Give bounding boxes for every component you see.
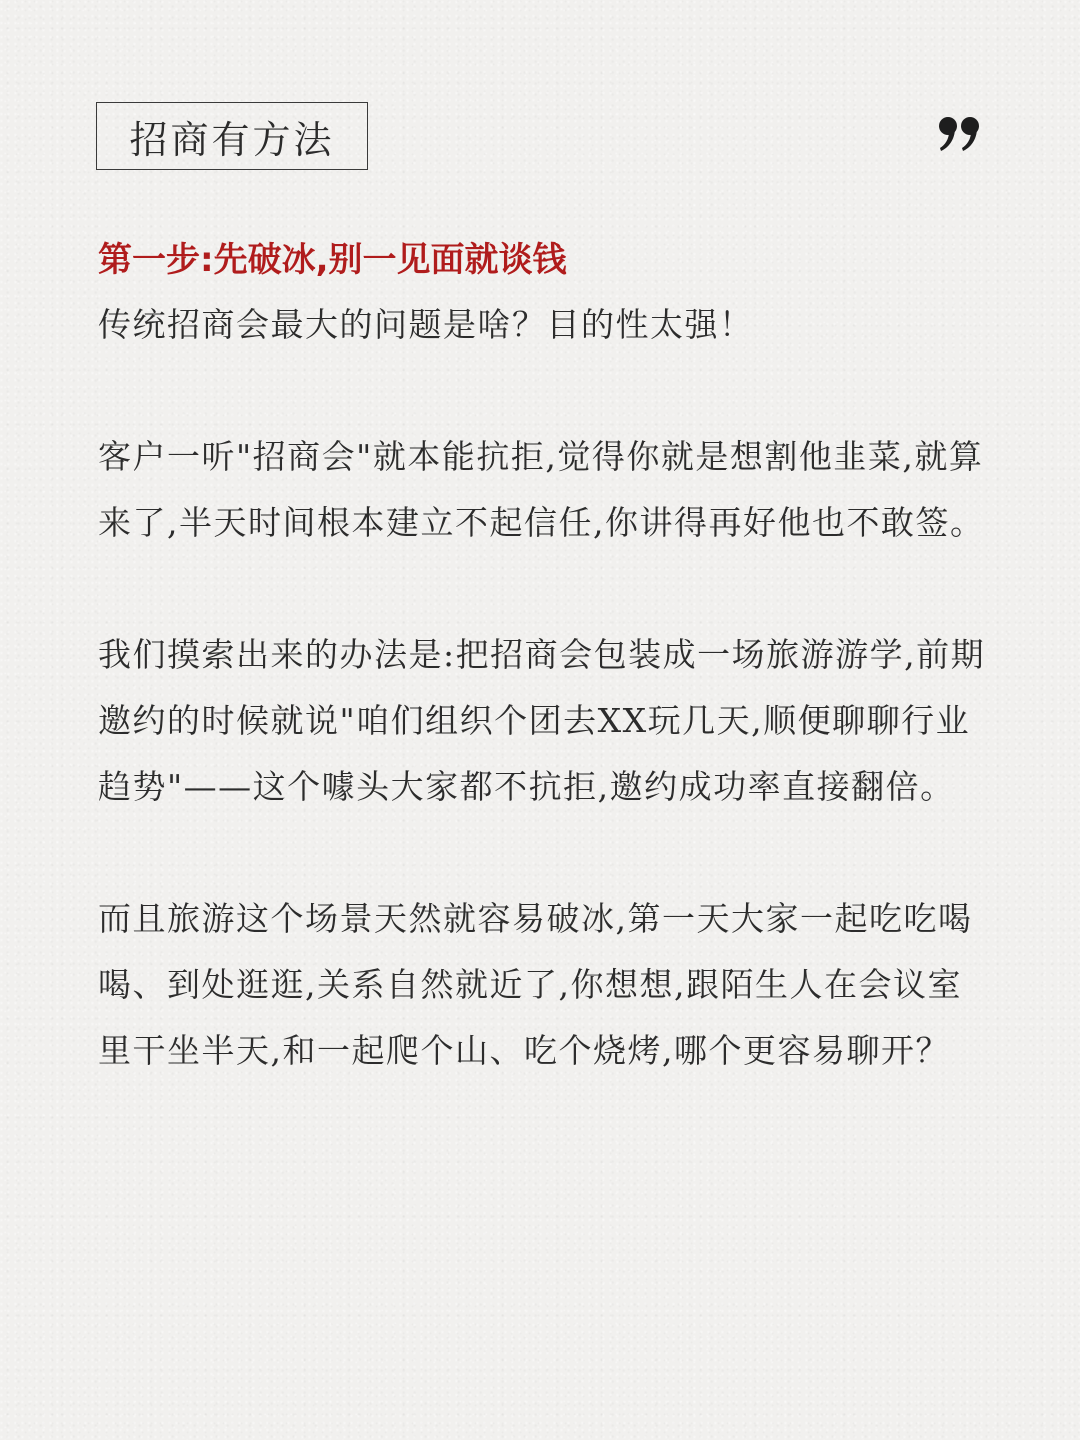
article-body [98,232,988,1084]
paragraph-4: 而且旅游这个场景天然就容易破冰,第一天大家一起吃吃喝喝、到处逛逛,关系自然就近了,你想想,跟陌生人在会议室里干坐半天,和一起爬个山、吃个烧烤,哪个更容易聊开？ [98,899,973,1070]
paragraph-3: 我们摸索出来的办法是:把招商会包装成一场旅游游学,前期邀约的时候就说"咱们组织个团去XX玩几天,顺便聊聊行业趋势"——这个噱头大家都不抗拒,邀约成功率直接翻倍。 [98,635,986,806]
paragraph-1: 传统招商会最大的问题是啥？目的性太强！ [98,305,754,344]
paragraph-2: 客户一听"招商会"就本能抗拒,觉得你就是想割他韭菜,就算来了,半天时间根本建立不起信任,你讲得再好他也不敢签。 [98,437,985,542]
closing-quote-icon [936,112,984,156]
page-title: 招商有方法 [96,102,368,170]
section-heading: 第一步:先破冰,别一见面就谈钱 [98,240,567,280]
